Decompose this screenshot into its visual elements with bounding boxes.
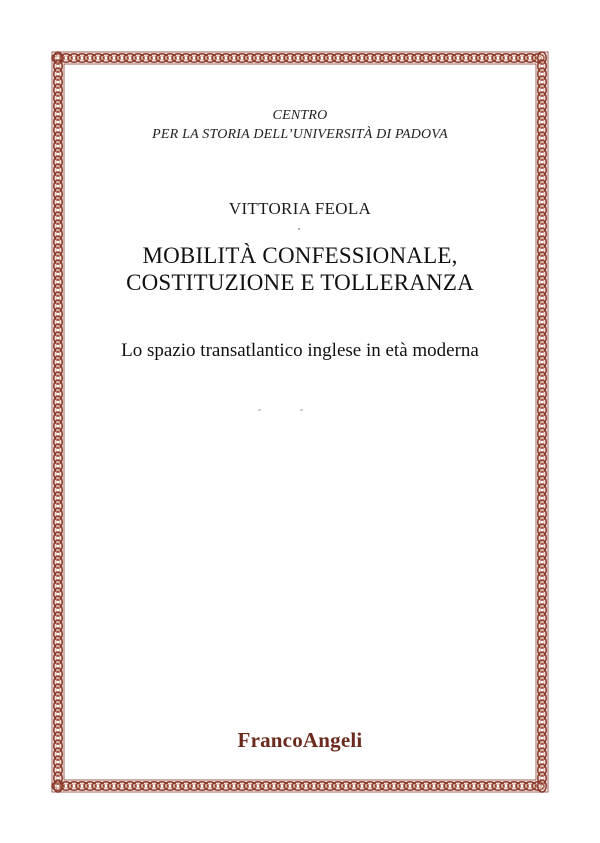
book-subtitle: Lo spazio transatlantico inglese in età moderna (121, 340, 479, 361)
series-label-centro: CENTRO (272, 108, 328, 123)
print-speck (258, 409, 261, 411)
publisher-logo-text: FrancoAngeli (237, 728, 363, 752)
print-speck (300, 409, 303, 411)
book-title-line-2: COSTITUZIONE E TOLLERANZA (126, 270, 474, 295)
series-label-university: PER LA STORIA DELL’UNIVERSITÀ DI PADOVA (152, 127, 448, 142)
book-title-line-1: MOBILITÀ CONFESSIONALE, (142, 243, 458, 268)
author-name: VITTORIA FEOLA (228, 199, 372, 218)
decorative-dot (298, 228, 300, 230)
